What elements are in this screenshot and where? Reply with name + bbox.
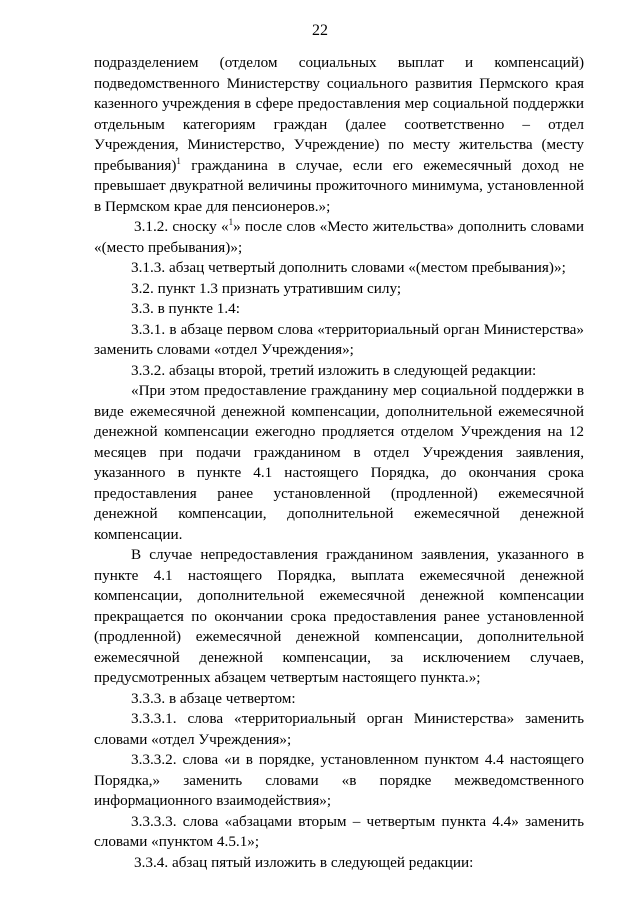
paragraph-3-3-3-1: 3.3.3.1. слова «территориальный орган Министерства» заменить словами «отдел Учреждения»; <box>94 710 584 748</box>
paragraph-3-2: 3.2. пункт 1.3 признать утратившим силу; <box>131 279 402 297</box>
paragraph-3-3-2: 3.3.2. абзацы второй, третий изложить в следующей редакции: <box>131 361 537 379</box>
footnote-marker: 1 <box>176 155 181 166</box>
page-number: 22 <box>312 22 328 39</box>
paragraph-3-3: 3.3. в пункте 1.4: <box>131 300 240 317</box>
paragraph-text: 3.1.2. сноску « <box>134 218 229 235</box>
paragraph-3-3-3: 3.3.3. в абзаце четвертом: <box>131 689 296 707</box>
paragraph-3-1-2 <box>94 217 584 258</box>
paragraph-3-3-1: 3.3.1. в абзаце первом слова «территориальный орган Министерства» заменить словами «отдел Учреждения»; <box>94 320 584 358</box>
footnote-marker: 1 <box>228 216 234 227</box>
quoted-paragraph-1: «При этом предоставление гражданину мер социальной поддержки в виде ежемесячной денежной компенсации, дополнительной ежемесячной денежной компенсации ежегодно продляется отделом Учреждения на 12 месяцев при подачи гражданином в отдел Учреждения заявления, указанного в пункте 4.1 настоящего Порядка, до окончания срока предоставления ранее установленной (продленной) ежемесячной денежной компенсации, дополнительной ежемесячной денежной компенсации. <box>94 382 584 543</box>
paragraph-text: » после слов «Место жительства» дополнить словами «(место пребывания)»; <box>94 218 585 256</box>
paragraph-continuation <box>94 53 584 217</box>
paragraph-3-1-3: 3.1.3. абзац четвертый дополнить словами «(местом пребывания)»; <box>131 259 566 276</box>
quoted-paragraph-2: В случае непредоставления гражданином заявления, указанного в пункте 4.1 настоящего Порядка, выплата ежемесячной денежной компенсации, дополнительной ежемесячной денежной компенсации прекращается по окончании срока предоставления ранее установленной (продленной) ежемесячной денежной компенсации, дополнительной ежемесячной денежной компенсации, за исключением случаев, предусмотренных абзацем четвертым настоящего пункта.»; <box>94 546 584 686</box>
paragraph-3-3-3-3: 3.3.3.3. слова «абзацами вторым – четвертым пункта 4.4» заменить словами «пунктом 4.5.1»; <box>94 812 584 850</box>
paragraph-3-3-4: 3.3.4. абзац пятый изложить в следующей редакции: <box>134 853 474 871</box>
paragraph-text: подразделением (отделом социальных выплат и компенсаций) подведомственного Министерству социального развития Пермского края казенного учреждения в сфере предоставления мер социальной поддержки отдельным категориям граждан (далее соответственно – отдел Учреждения, Министерство, Учреждение) по месту жительства (месту пребывания) <box>94 54 584 174</box>
paragraph-text: гражданина в случае, если его ежемесячный доход не превышает двукратной величины прожиточного минимума, установленной в Пермском крае для пенсионеров.»; <box>94 156 584 215</box>
document-body <box>94 53 584 873</box>
paragraph-3-3-3-2: 3.3.3.2. слова «и в порядке, установленном пунктом 4.4 настоящего Порядка,» заменить словами «в порядке межведомственного информационного взаимодействия»; <box>94 751 584 809</box>
